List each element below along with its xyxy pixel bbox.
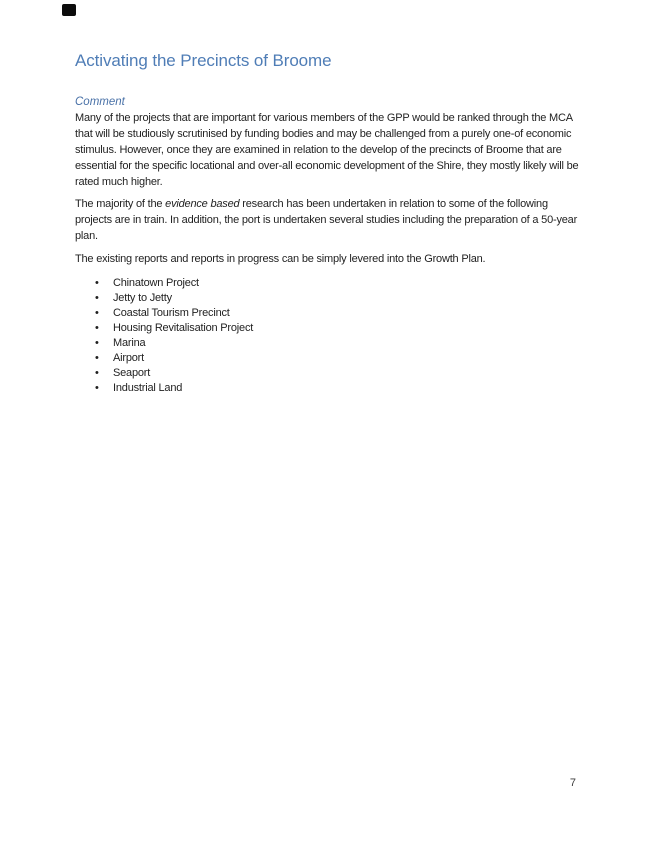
text-cursor-artifact xyxy=(62,4,76,16)
bullet-icon: • xyxy=(95,322,99,334)
list-item-jetty xyxy=(75,291,580,306)
section-heading: Activating the Precincts of Broome xyxy=(75,51,332,70)
paragraph-mca: Many of the projects that are important for various members of the GPP would be ranked through the MCA that will be studiously scrutinised by funding bodies and may be challenged from a purely one-of economic stimulus. However, once they are examined in relation to the develop of the precincts of Broome that are essential for the specific locational and over-all economic development of the Shire, they mostly likely will be rated much higher. xyxy=(75,112,579,188)
list-item-label: Jetty to Jetty xyxy=(113,292,172,304)
paragraph-reports: The existing reports and reports in progress can be simply levered into the Growth Plan. xyxy=(75,253,486,265)
document-body xyxy=(75,51,580,396)
bullet-icon: • xyxy=(95,367,99,379)
list-item-label: Marina xyxy=(113,337,146,349)
list-item-label: Seaport xyxy=(113,367,151,379)
list-item-housing xyxy=(75,321,580,336)
evidence-based-emphasis: evidence based xyxy=(165,198,240,210)
paragraph-evidence-start: The majority of the xyxy=(75,198,166,210)
bullet-icon: • xyxy=(95,277,99,289)
list-item-marina xyxy=(75,336,580,351)
paragraph-evidence-end: research has been undertaken in relation to some of the following projects are in train. In addition, the port is undertaken several studies including the preparation of a 50-year plan. xyxy=(75,198,578,242)
paragraph-evidence xyxy=(75,196,580,244)
list-item-label: Housing Revitalisation Project xyxy=(113,322,254,334)
list-item-label: Airport xyxy=(113,352,144,364)
list-item-seaport xyxy=(75,366,580,381)
project-bullet-list xyxy=(75,276,580,396)
bullet-icon: • xyxy=(95,292,99,304)
list-item-label: Coastal Tourism Precinct xyxy=(113,307,230,319)
list-item-label: Industrial Land xyxy=(113,382,183,394)
comment-label: Comment xyxy=(75,96,125,108)
list-item-chinatown xyxy=(75,276,580,291)
list-item-label: Chinatown Project xyxy=(113,277,199,289)
list-item-coastal-tourism xyxy=(75,306,580,321)
bullet-icon: • xyxy=(95,352,99,364)
bullet-icon: • xyxy=(95,307,99,319)
bullet-icon: • xyxy=(95,337,99,349)
list-item-industrial-land xyxy=(75,381,580,396)
page-number: 7 xyxy=(569,777,576,789)
list-item-airport xyxy=(75,351,580,366)
bullet-icon: • xyxy=(95,382,99,394)
